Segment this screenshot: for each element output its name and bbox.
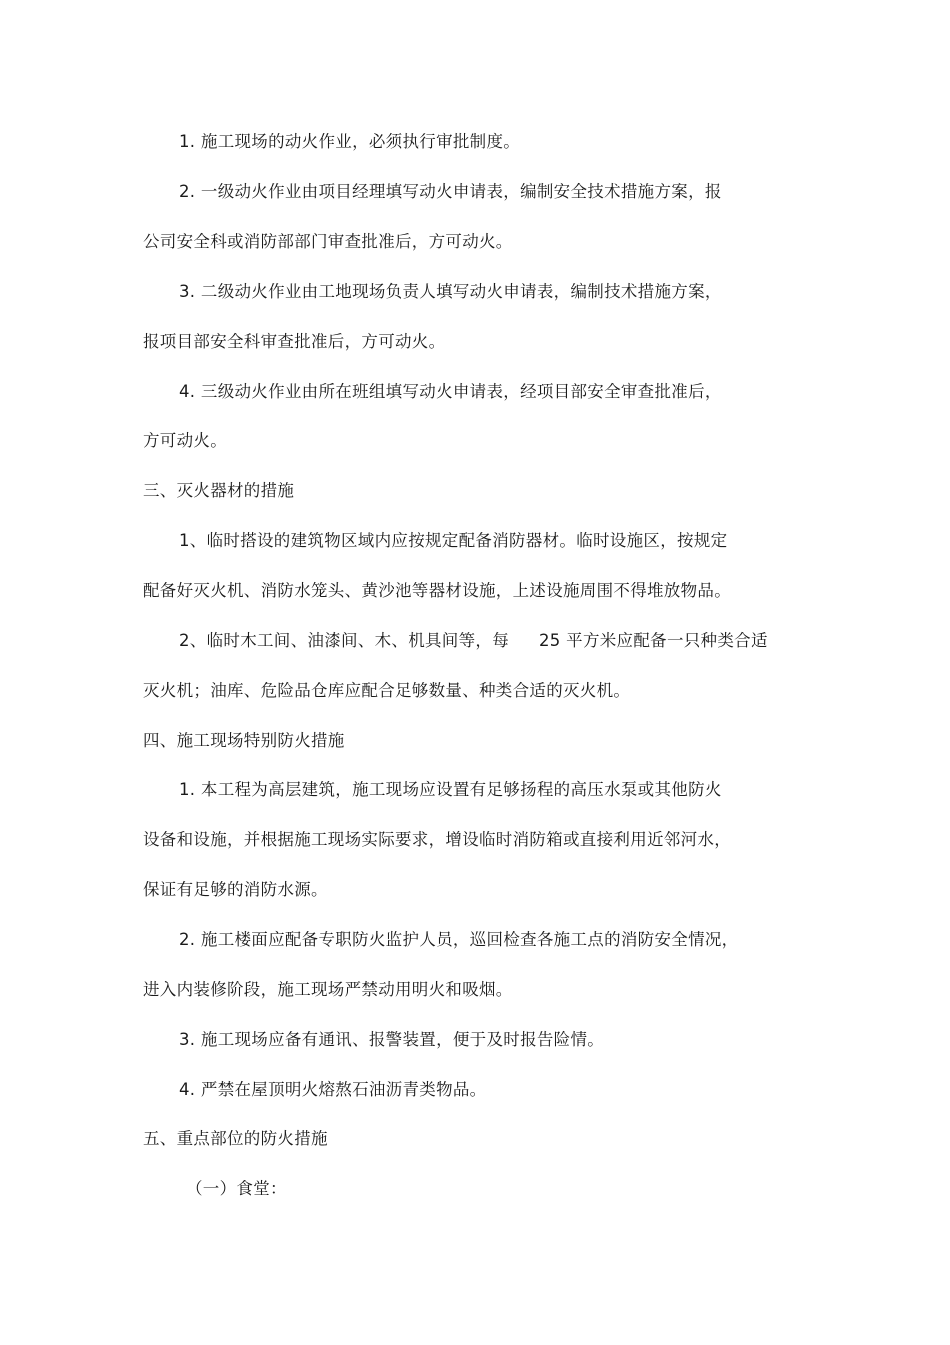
paragraph-line: 3. 施工现场应备有通讯、报警装置，便于及时报告险情。 xyxy=(179,1030,605,1049)
paragraph-line: 4. 三级动火作业由所在班组填写动火申请表，经项目部安全审查批准后， xyxy=(179,382,722,401)
paragraph-line: 保证有足够的消防水源。 xyxy=(143,880,328,899)
paragraph-line-part: 2、临时木工间、油漆间、木、机具间等，每 xyxy=(179,631,509,650)
paragraph-line: 1、临时搭设的建筑物区域内应按规定配备消防器材。临时设施区，按规定 xyxy=(179,531,728,550)
paragraph-line: 进入内装修阶段，施工现场严禁动用明火和吸烟。 xyxy=(143,980,513,999)
section-heading: 三、灭火器材的措施 xyxy=(143,481,295,500)
paragraph-line xyxy=(179,630,768,652)
paragraph-line: 公司安全科或消防部部门审查批准后，方可动火。 xyxy=(143,232,513,251)
paragraph-line: 2. 施工楼面应配备专职防火监护人员，巡回检查各施工点的消防安全情况， xyxy=(179,930,739,949)
paragraph-line: 报项目部安全科审查批准后，方可动火。 xyxy=(143,332,446,351)
paragraph-line: 2. 一级动火作业由项目经理填写动火申请表，编制安全技术措施方案，报 xyxy=(179,182,722,201)
paragraph-line: 1. 本工程为高层建筑，施工现场应设置有足够扬程的高压水泵或其他防火 xyxy=(179,780,722,799)
paragraph-line: 1. 施工现场的动火作业，必须执行审批制度。 xyxy=(179,132,521,151)
section-heading: 五、重点部位的防火措施 xyxy=(143,1129,328,1148)
paragraph-line-part: 25 平方米应配备一只种类合适 xyxy=(539,631,768,650)
paragraph-line: 设备和设施，并根据施工现场实际要求，增设临时消防箱或直接利用近邻河水， xyxy=(143,830,731,849)
subsection-heading: （一）食堂： xyxy=(186,1179,287,1198)
paragraph-line: 方可动火。 xyxy=(143,431,227,450)
paragraph-line: 3. 二级动火作业由工地现场负责人填写动火申请表，编制技术措施方案， xyxy=(179,282,722,301)
paragraph-line: 4. 严禁在屋顶明火熔熬石油沥青类物品。 xyxy=(179,1080,487,1099)
paragraph-line: 配备好灭火机、消防水笼头、黄沙池等器材设施，上述设施周围不得堆放物品。 xyxy=(143,581,731,600)
paragraph-line: 灭火机；油库、危险品仓库应配合足够数量、种类合适的灭火机。 xyxy=(143,681,631,700)
section-heading: 四、施工现场特别防火措施 xyxy=(143,731,345,750)
